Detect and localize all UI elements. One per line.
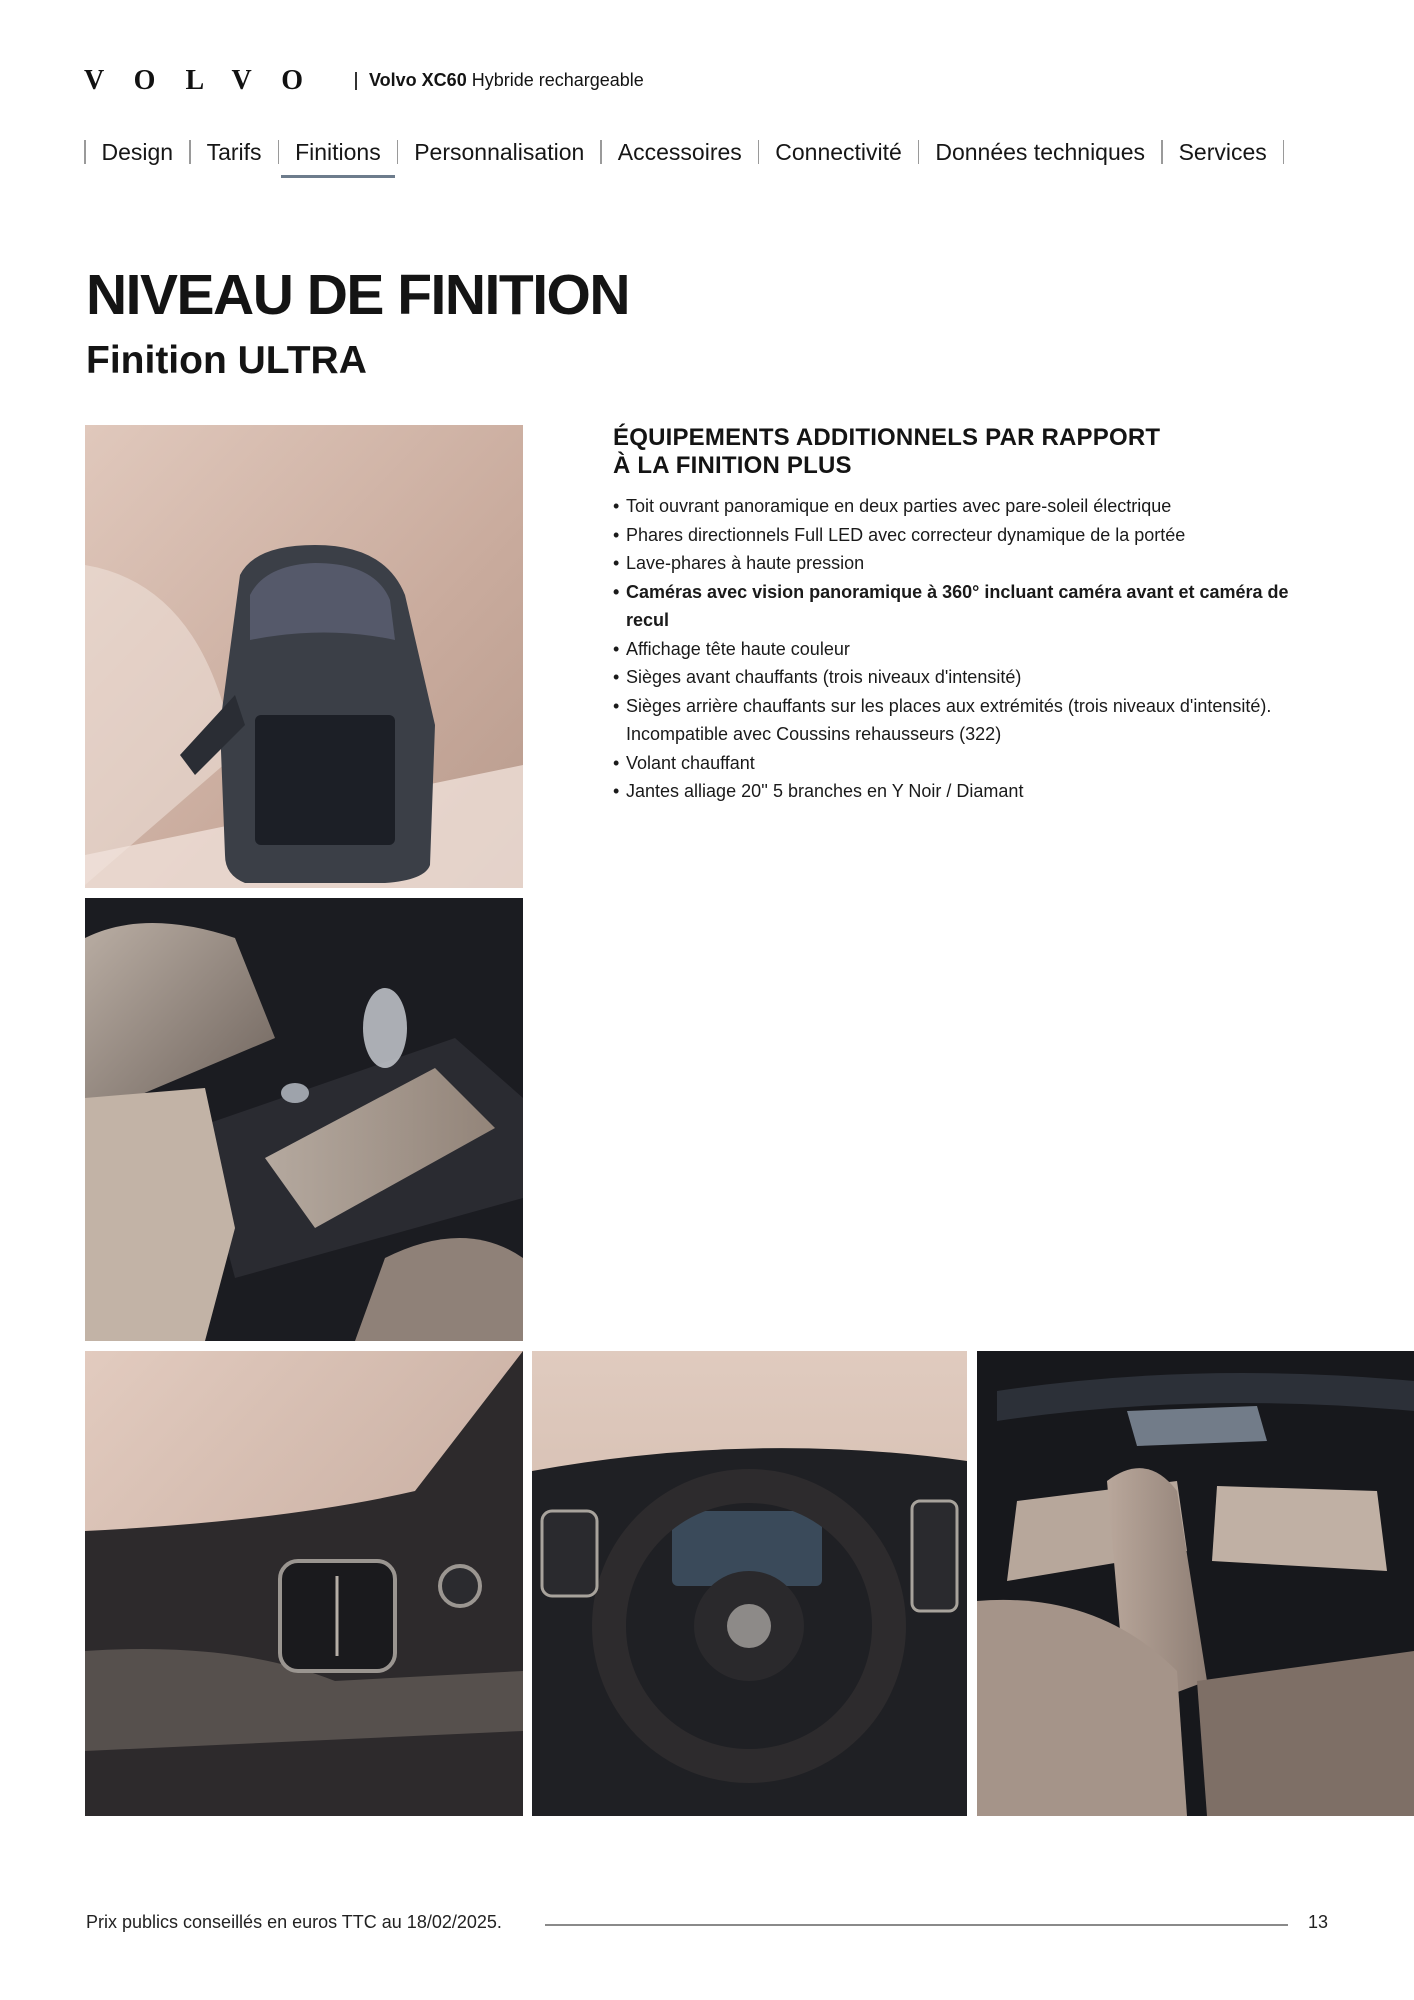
- price-footnote: Prix publics conseillés en euros TTC au 18/02/2025.: [86, 1912, 502, 1932]
- equipment-item: • Sièges avant chauffants (trois niveaux d'intensité): [613, 663, 1333, 692]
- logo-wordmark: VOLVO: [84, 65, 333, 96]
- page-title: NIVEAU DE FINITION: [86, 263, 630, 327]
- photo-dashboard-vent: [85, 1351, 523, 1816]
- equipment-section: [613, 424, 1333, 806]
- trim-subtitle: Finition ULTRA: [86, 339, 367, 382]
- nav-item-services[interactable]: Services: [1178, 139, 1267, 165]
- page-number: 13: [1308, 1912, 1329, 1932]
- photo-center-console: [85, 898, 523, 1341]
- nav-separator: [1283, 140, 1285, 164]
- photo-cabin-seats: [977, 1351, 1414, 1816]
- equipment-heading-line1: ÉQUIPEMENTS ADDITIONNELS PAR RAPPORT: [613, 424, 1161, 451]
- nav-item-tarifs[interactable]: Tarifs: [206, 139, 262, 165]
- equipment-item: • Sièges arrière chauffants sur les places aux extrémités (trois niveaux d'intensité). Incompatible avec Coussins rehausseurs (322): [613, 692, 1333, 749]
- equipment-heading: [613, 424, 1333, 480]
- nav-item-connectivite[interactable]: Connectivité: [775, 139, 902, 165]
- model-label: [369, 68, 644, 92]
- nav-item-design[interactable]: Design: [101, 139, 174, 165]
- nav-item-donnees-techniques[interactable]: Données techniques: [935, 139, 1146, 165]
- equipment-item: • Affichage tête haute couleur: [613, 635, 1333, 664]
- equipment-item: • Lave-phares à haute pression: [613, 549, 1333, 578]
- model-name: Volvo XC60: [369, 70, 467, 90]
- footer-divider: [545, 1924, 1288, 1926]
- nav-item-finitions[interactable]: Finitions: [279, 132, 397, 172]
- equipment-list: [613, 492, 1333, 806]
- nav-item-personnalisation[interactable]: Personnalisation: [414, 139, 585, 165]
- equipment-item: • Volant chauffant: [613, 749, 1333, 778]
- equipment-item: • Toit ouvrant panoramique en deux parties avec pare-soleil électrique: [613, 492, 1333, 521]
- equipment-heading-line2: À LA FINITION PLUS: [613, 452, 852, 479]
- model-variant: Hybride rechargeable: [471, 70, 644, 90]
- equipment-item: • Phares directionnels Full LED avec correcteur dynamique de la portée: [613, 521, 1333, 550]
- photo-steering-wheel: [532, 1351, 967, 1816]
- header-divider: [355, 72, 357, 90]
- equipment-item: • Jantes alliage 20'' 5 branches en Y Noir / Diamant: [613, 777, 1333, 806]
- section-nav: [84, 132, 1284, 172]
- nav-item-accessoires[interactable]: Accessoires: [617, 139, 742, 165]
- volvo-logo[interactable]: [84, 66, 333, 96]
- photo-car-top-view: [85, 425, 523, 888]
- equipment-item: • Caméras avec vision panoramique à 360° incluant caméra avant et caméra de recul: [613, 578, 1333, 635]
